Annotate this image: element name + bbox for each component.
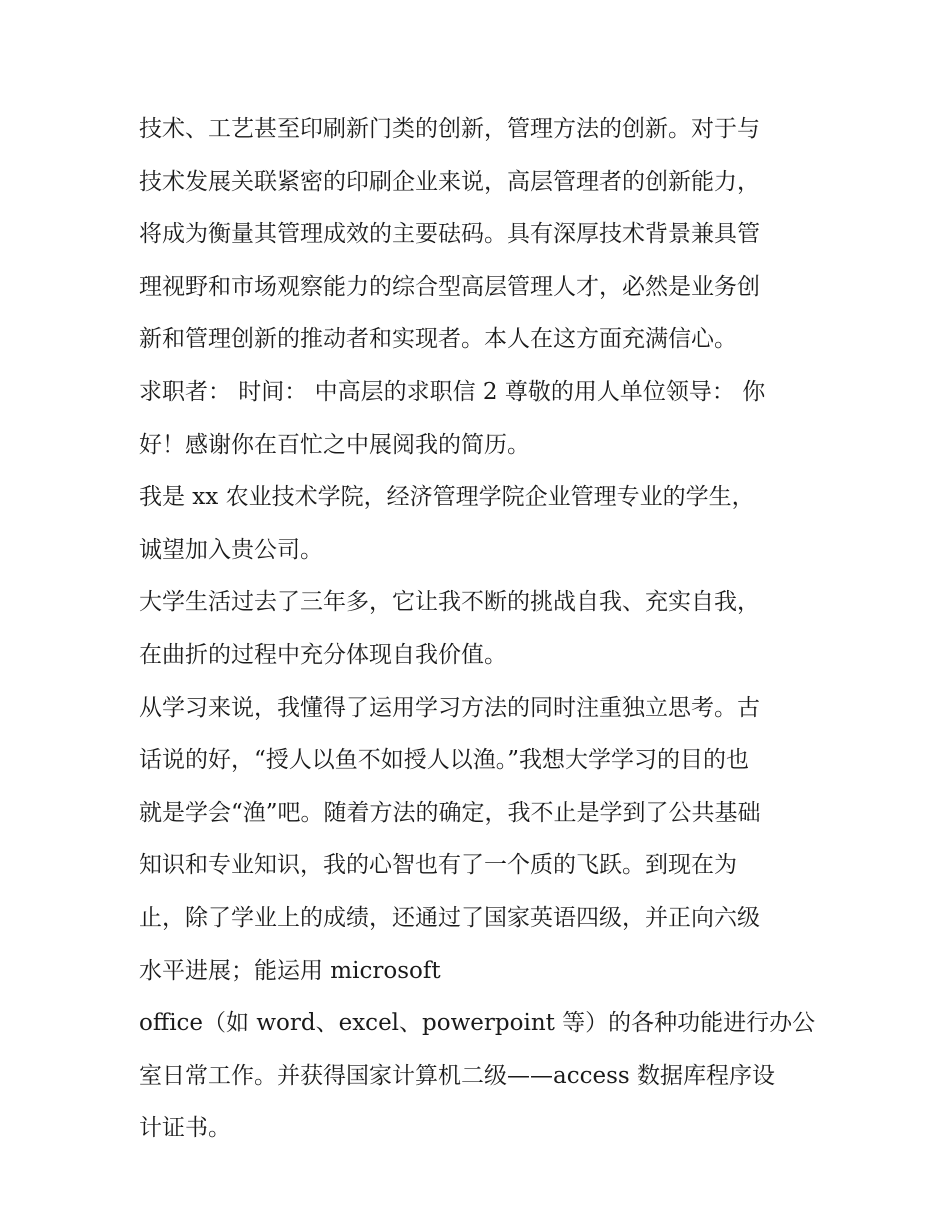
text-line: 技术发展关联紧密的印刷企业来说，高层管理者的创新能力， — [139, 168, 760, 195]
text-line: 计证书。 — [139, 1115, 231, 1142]
text-line: 知识和专业知识，我的心智也有了一个质的飞跃。到现在为 — [139, 852, 737, 879]
text-line: 在曲折的过程中充分体现自我价值。 — [139, 641, 507, 668]
text-line: 室日常工作。并获得国家计算机二级——access 数据库程序设 — [139, 1062, 776, 1089]
text-line: 诚望加入贵公司。 — [139, 536, 323, 563]
text-line: 从学习来说，我懂得了运用学习方法的同时注重独立思考。古 — [139, 694, 760, 721]
text-line: 止，除了学业上的成绩，还通过了国家英语四级，并正向六级 — [139, 904, 760, 931]
text-line: 求职者： 时间： 中高层的求职信 2 尊敬的用人单位领导： 你 — [139, 378, 766, 405]
text-line: 将成为衡量其管理成效的主要砝码。具有深厚技术背景兼具管 — [139, 221, 760, 248]
text-line: 话说的好，“授人以鱼不如授人以渔。”我想大学学习的目的也 — [139, 747, 750, 774]
text-line: 就是学会“渔”吧。随着方法的确定，我不止是学到了公共基础 — [139, 799, 761, 826]
text-line: 新和管理创新的推动者和实现者。本人在这方面充满信心。 — [139, 326, 737, 353]
text-line: 大学生活过去了三年多，它让我不断的挑战自我、充实自我， — [139, 589, 760, 616]
body-text — [139, 103, 819, 1155]
text-line: office（如 word、excel、powerpoint 等）的各种功能进行办公 — [139, 1010, 816, 1037]
text-line: 理视野和市场观察能力的综合型高层管理人才，必然是业务创 — [139, 273, 760, 300]
text-line: 我是 xx 农业技术学院，经济管理学院企业管理专业的学生， — [139, 484, 755, 511]
text-line: 水平进展；能运用 microsoft — [139, 957, 441, 984]
text-line: 技术、工艺甚至印刷新门类的创新，管理方法的创新。对于与 — [139, 116, 760, 142]
text-line: 好！感谢你在百忙之中展阅我的简历。 — [139, 431, 530, 458]
